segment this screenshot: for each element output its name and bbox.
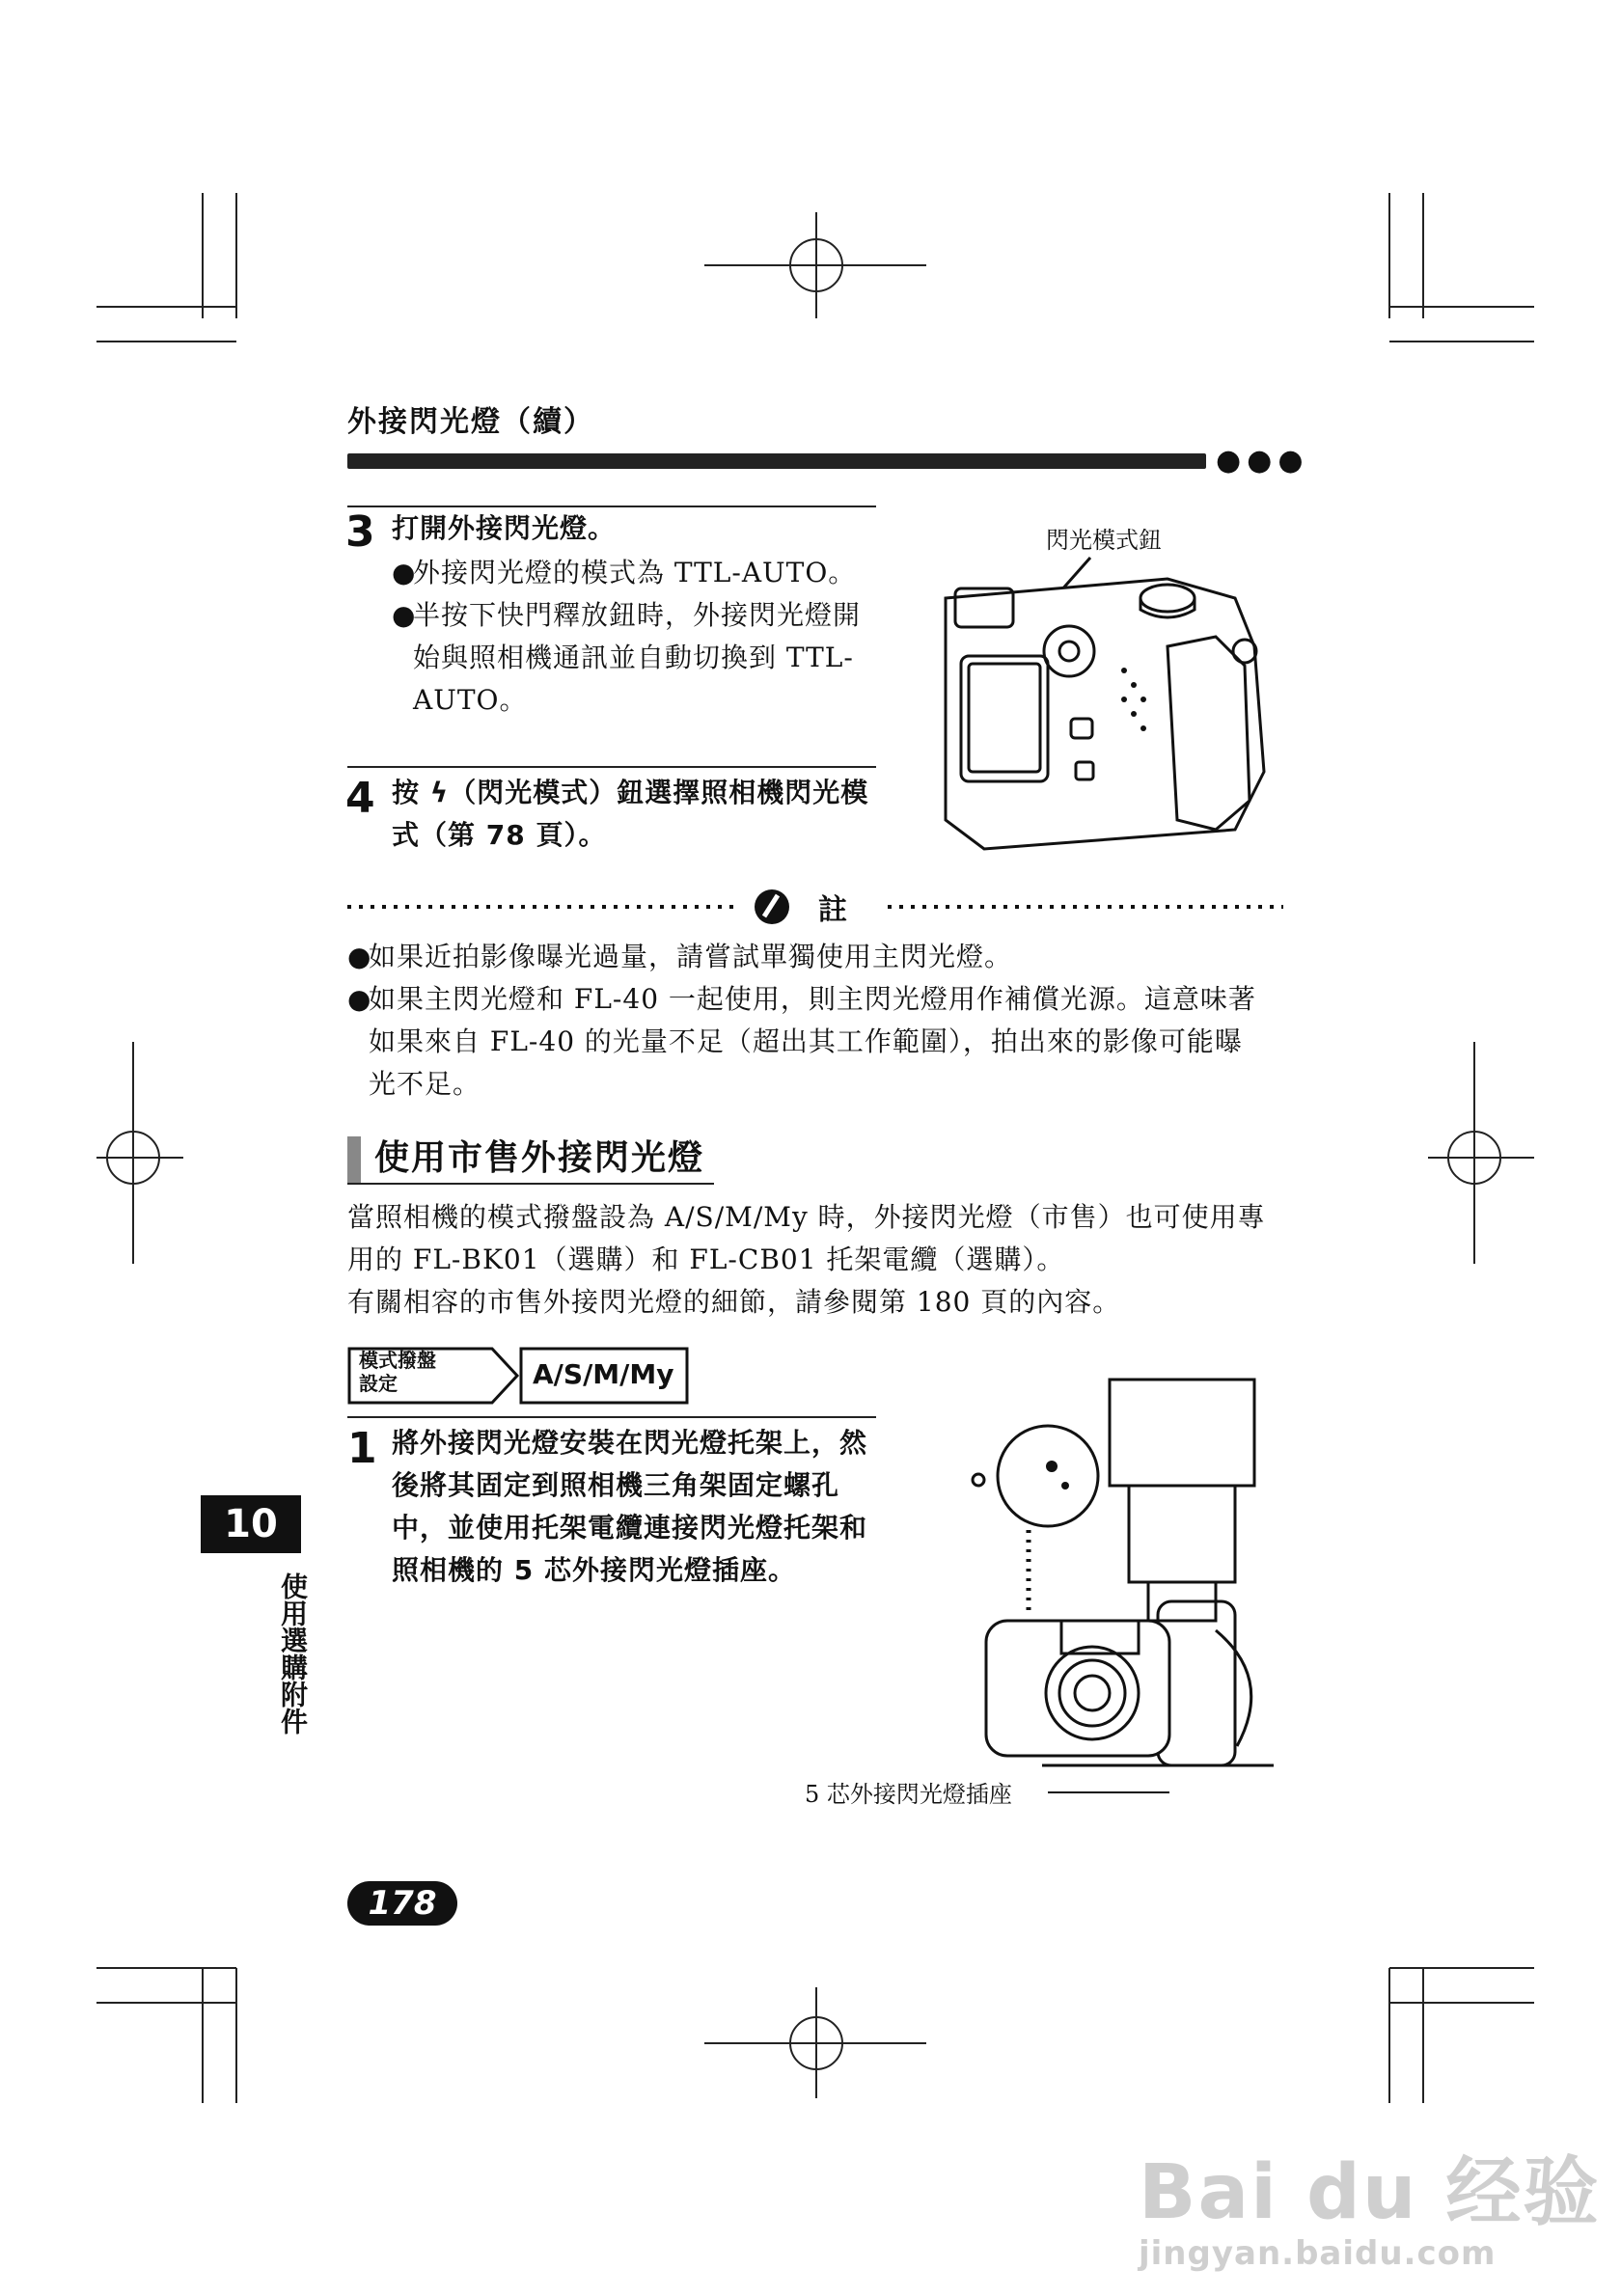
page-header-title: 外接閃光燈（續） [347,405,594,439]
note-label: 註 [818,893,847,927]
header-bar [347,453,1206,469]
step4-number: 4 [345,774,375,823]
step3-number: 3 [345,507,375,557]
section-marker [347,1136,361,1183]
note-bullet-1: ●如果近拍影像曝光過量，請嘗試單獨使用主閃光燈。 [347,941,1013,972]
step1-rule [347,1416,876,1418]
step1-number: 1 [347,1424,377,1473]
flash-socket-callout: 5 芯外接閃光燈插座 [805,1781,1012,1808]
chapter-title-vertical [272,1572,307,1735]
camera-back-illustration [926,540,1274,859]
step4-rule [347,766,876,768]
section-paragraph: 當照相機的模式撥盤設為 A/S/M/My 時，外接閃光燈（市售）也可使用專 用的 FL-BK01（選購）和 FL-CB01 托架電纜（選購）。 有關相容的市售外接閃光燈的細節，請參閱第 180 頁的內容。 [347,1201,1266,1318]
step4-line-1: 按 ϟ（閃光模式）鈕選擇照相機閃光模 [392,777,869,808]
note-divider [347,888,1283,926]
chapter-tab: 10 [201,1495,301,1553]
section-underline [347,1183,714,1185]
step3-bullet-1: ●外接閃光燈的模式為 TTL-AUTO。 [392,557,857,588]
mode-tag-value: A/S/M/My [533,1358,674,1390]
header-dots: ●●● [1216,444,1309,478]
baidu-watermark: Bai du 经验 jingyan.baidu.com [1139,2149,1601,2273]
step3-bullet-2: ●半按下快門釋放鈕時，外接閃光燈開 始與照相機通訊並自動切換到 TTL- AUTO。 [392,599,862,716]
flash-mode-button-callout: 閃光模式鈕 [1046,527,1162,554]
note-bullet-2: ●如果主閃光燈和 FL-40 一起使用，則主閃光燈用作補償光源。這意味著 如果來自 FL-40 的光量不足（超出其工作範圍），拍出來的影像可能曝 光不足。 [347,983,1256,1100]
step3-title: 打開外接閃光燈。 [392,512,617,544]
page-number: 178 [347,1881,457,1926]
step1-text: 將外接閃光燈安裝在閃光燈托架上，然 後將其固定到照相機三角架固定螺孔 中，並使用托架電纜連接閃光燈托架和 照相機的 5 芯外接閃光燈插座。 [392,1427,868,1586]
chapter-title-text: 使用選購附件 [277,1572,309,1735]
flash-bracket-illustration [965,1360,1283,1785]
section-title: 使用市售外接閃光燈 [374,1138,705,1178]
mode-tag-label: 模式撥盤 設定 [359,1349,436,1395]
step4-line-2: 式（第 78 頁）。 [392,819,607,851]
flash-socket-leader [1048,1791,1169,1793]
